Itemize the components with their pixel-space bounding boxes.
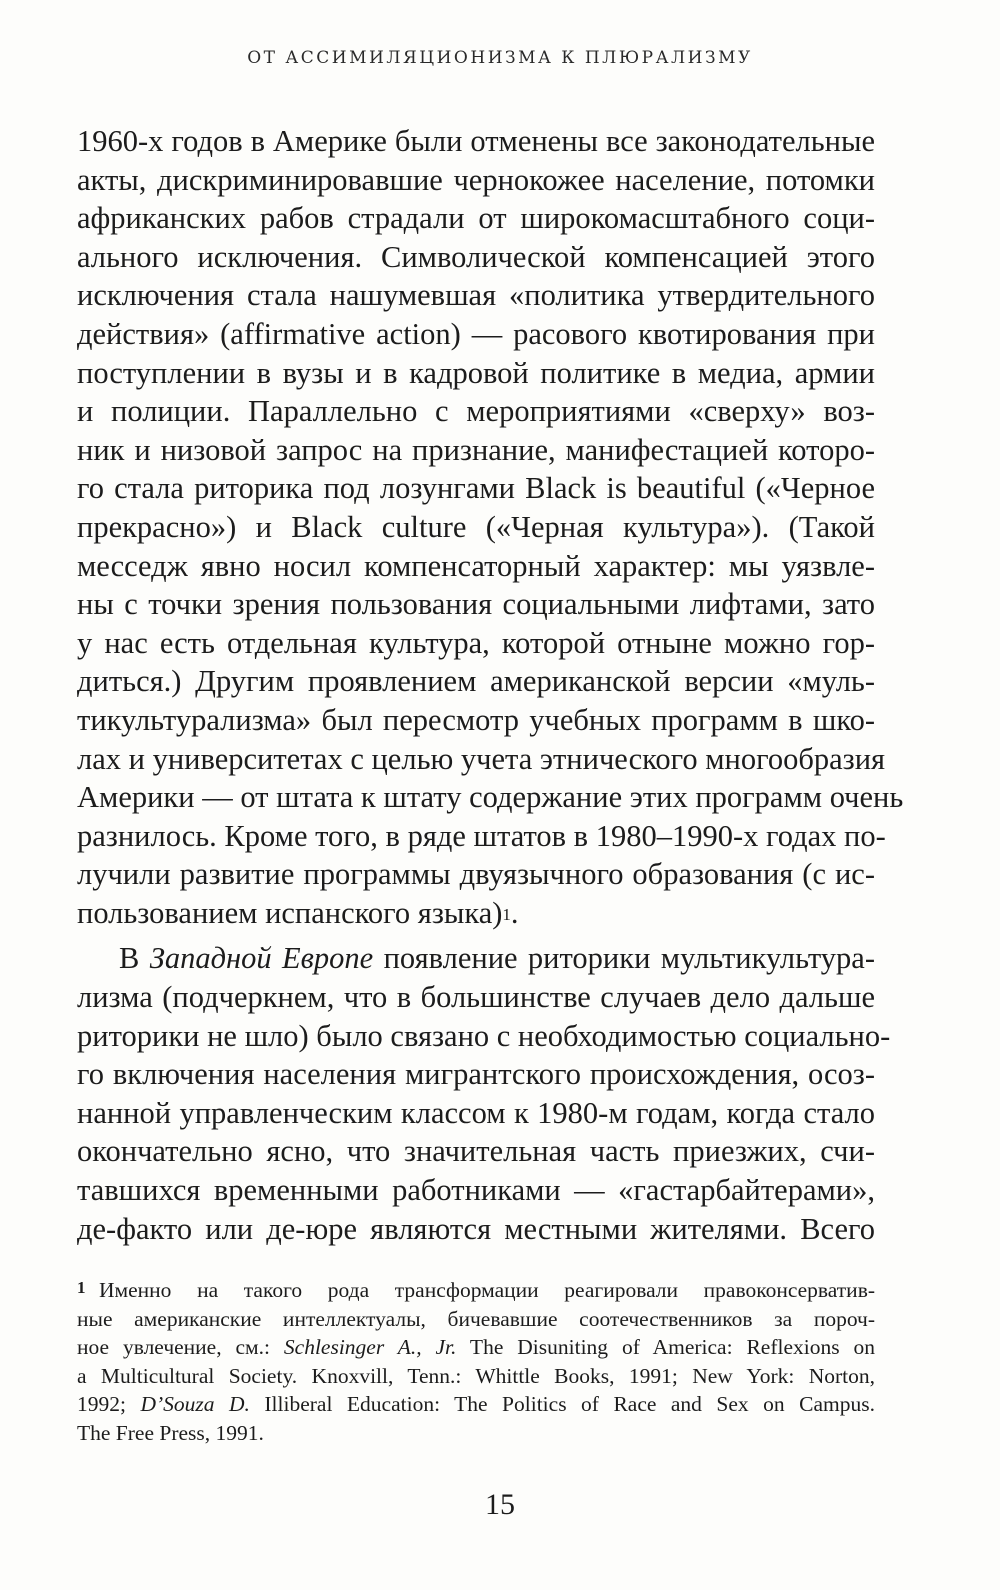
text-line	[77, 939, 875, 978]
text-line: тикультурализма» был пересмотр учебных программ в шко-	[77, 702, 875, 737]
footnote-author: D’Souza D.	[140, 1392, 250, 1417]
footnote-text: 1992;	[77, 1392, 141, 1417]
text-line: африканских рабов страдали от широкомасштабного соци-	[77, 201, 875, 236]
text-line: го включения населения мигрантского происхождения, осоз-	[77, 1057, 875, 1092]
body-text	[77, 122, 904, 1248]
text-line: нанной управленческим классом к 1980-м годам, когда стало	[77, 1095, 875, 1130]
text-line: месседж явно носил компенсаторный характер: мы уязвле-	[77, 548, 875, 583]
paragraph-1	[77, 122, 904, 932]
text-line: поступлении в вузы и в кадровой политике в медиа, армии	[77, 355, 875, 390]
text-line: пользованием испанского языка)$^1$.	[77, 895, 519, 930]
footnote-marker: 1	[77, 1278, 86, 1297]
text-line: и полиции. Параллельно с мероприятиями «сверху» воз-	[77, 394, 875, 429]
text-line: разнилось. Кроме того, в ряде штатов в 1980–1990-х годах по-	[77, 818, 886, 853]
text-line: исключения стала нашумевшая «политика утвердительного	[77, 278, 875, 313]
text-line: го стала риторика под лозунгами Black is beautiful («Черное	[77, 471, 875, 506]
text-line: тавшихся временными работниками — «гастарбайтерами»,	[77, 1173, 875, 1208]
running-head: ОТ АССИМИЛЯЦИОНИЗМА К ПЛЮРАЛИЗМУ	[247, 48, 753, 68]
text-line: Америки — от штата к штату содержание этих программ очень	[77, 780, 904, 815]
footnote-text: Illiberal Education: The Politics of Race and Sex on Campus.	[249, 1392, 875, 1417]
text-line: ник и низовой запрос на признание, манифестацией которо-	[77, 432, 875, 467]
text-line: 1960-х годов в Америке были отменены все законодательные	[77, 124, 875, 158]
page-number: 15	[485, 1488, 515, 1521]
text-line: окончательно ясно, что значительная часть приезжих, счи-	[77, 1134, 875, 1169]
line-text: пользованием испанского языка)	[77, 895, 503, 930]
text-line: действия» (affirmative action) — расового квотирования при	[77, 316, 875, 351]
footnote-reference[interactable]: 1	[502, 904, 511, 924]
footnote-line	[77, 1333, 875, 1362]
footnote-line: The Free Press, 1991.	[77, 1420, 264, 1445]
footnote-block	[77, 1276, 875, 1448]
text-line: диться.) Другим проявлением американской версии «муль-	[77, 664, 875, 699]
text-line: акты, дискриминировавшие чернокожее население, потомки	[77, 162, 875, 197]
text-line: у нас есть отдельная культура, которой отныне можно гор-	[77, 625, 875, 660]
footnote-line	[77, 1390, 875, 1419]
text-line: лах и университетах с целью учета этнического многообразия	[77, 741, 886, 776]
footnote-line: a Multicultural Society. Knoxvill, Tenn.: Whittle Books, 1991; New York: Norton,	[77, 1363, 875, 1388]
footnote-text: ное увлечение, см.:	[77, 1335, 284, 1360]
text-line: прекрасно») и Black culture («Черная культура»). (Такой	[77, 509, 875, 544]
text-line: де-факто или де-юре являются местными жителями. Всего	[77, 1211, 875, 1246]
line-text: появление риторики мультикультура-	[373, 941, 876, 976]
text-line: ны с точки зрения пользования социальными лифтами, зато	[77, 587, 875, 622]
line-text: В	[119, 941, 150, 976]
text-line: лучили развитие программы двуязычного образования (с ис-	[77, 857, 875, 892]
paragraph-2	[77, 939, 891, 1248]
footnote-author: Schlesinger A., Jr.	[283, 1335, 457, 1360]
footnote-line: Именно на такого рода трансформации реагировали правоконсерватив-	[99, 1278, 875, 1302]
text-line: риторики не шло) было связано с необходимостью социально-	[77, 1018, 891, 1053]
footnote-line: ные американские интеллектуалы, бичевавшие соотечественников за пороч-	[77, 1306, 875, 1331]
italic-term: Западной Европе	[149, 941, 374, 976]
text-line: лизма (подчеркнем, что в большинстве случаев дело дальше	[77, 980, 875, 1015]
footnote-text: The Disuniting of America: Reflexions on	[456, 1335, 875, 1360]
text-line: ального исключения. Символической компенсацией этого	[77, 239, 875, 274]
